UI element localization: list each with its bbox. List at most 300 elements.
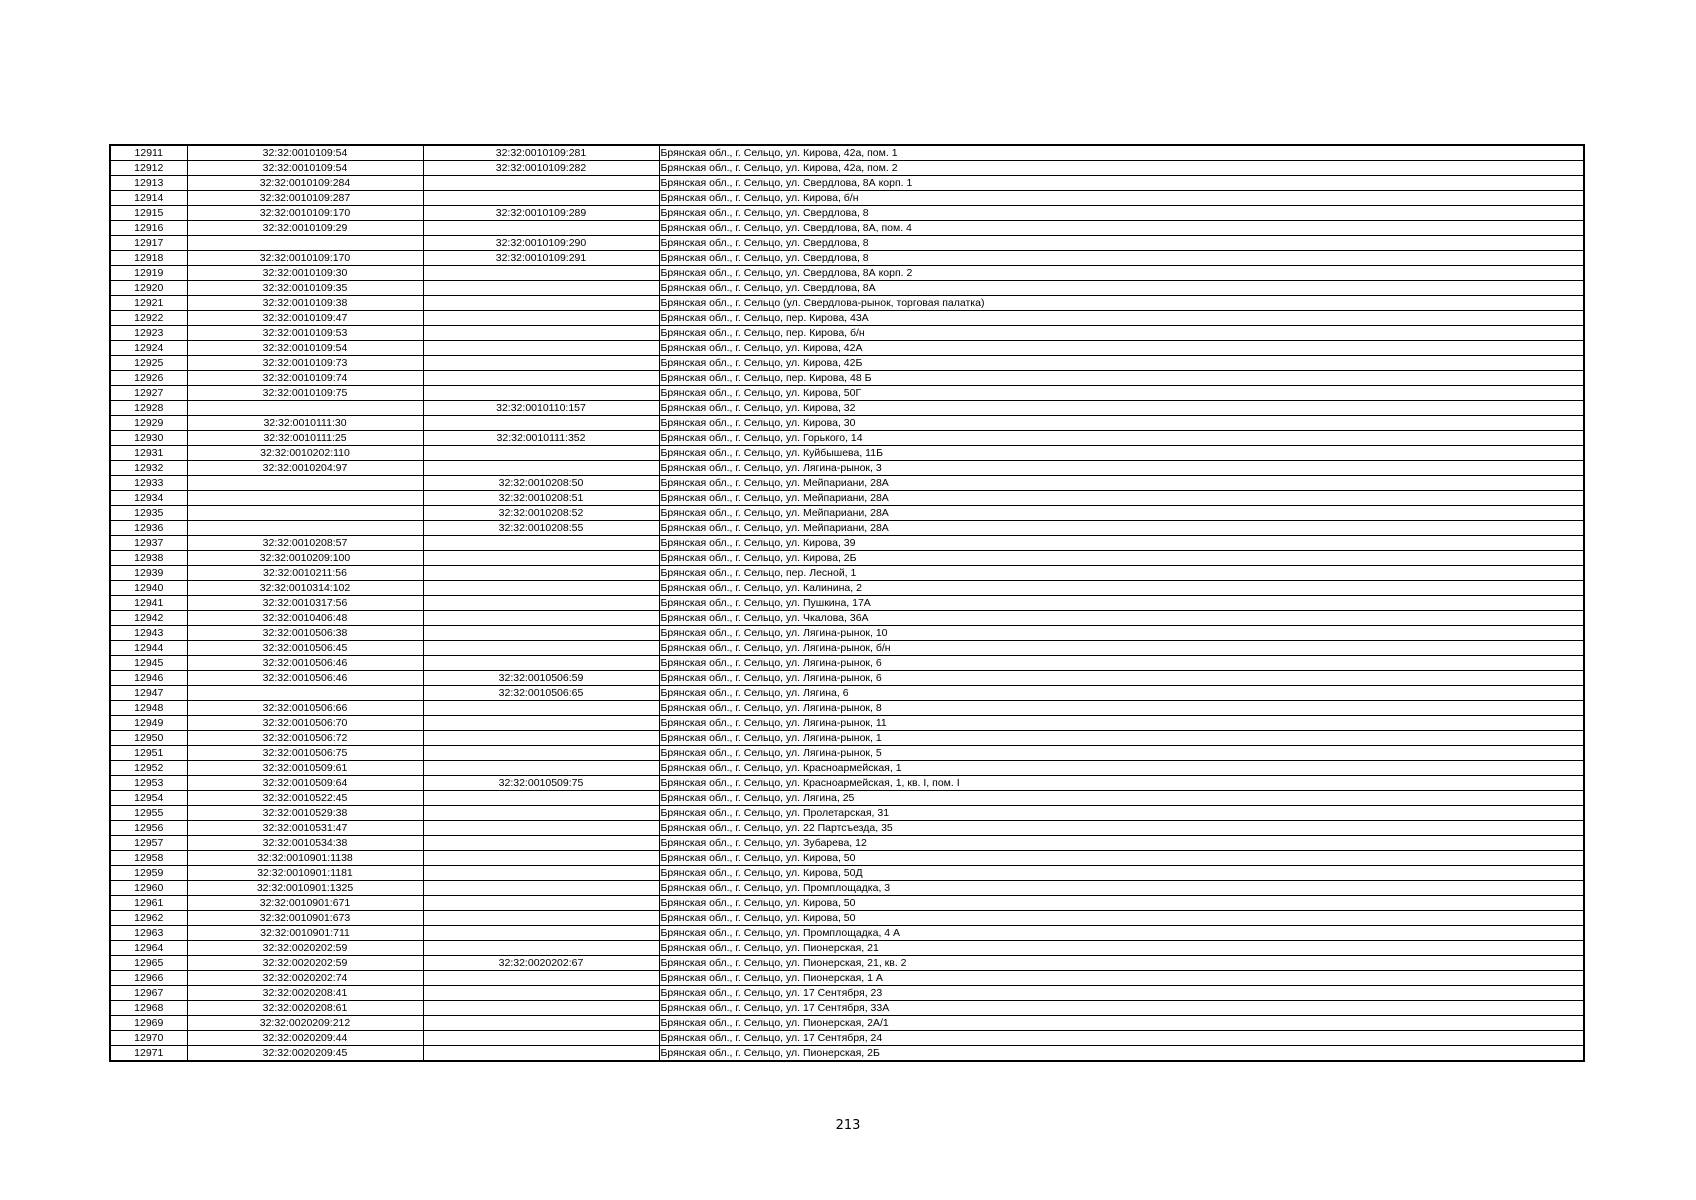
land-cadastral-number-cell: 32:32:0010109:75 [187,386,423,401]
row-number-cell: 12933 [110,476,187,491]
object-cadastral-number-cell [423,296,659,311]
row-number-cell: 12922 [110,311,187,326]
table-row [110,626,1584,641]
land-cadastral-number-cell [187,686,423,701]
land-cadastral-number-cell: 32:32:0010506:46 [187,656,423,671]
land-cadastral-number-cell: 32:32:0020209:212 [187,1016,423,1031]
land-cadastral-number-cell: 32:32:0010109:38 [187,296,423,311]
land-cadastral-number-cell: 32:32:0010506:66 [187,701,423,716]
address-cell: Брянская обл., г. Сельцо, ул. Лягина-рынок, 8 [659,701,1584,716]
row-number-cell: 12956 [110,821,187,836]
row-number-cell: 12917 [110,236,187,251]
table-row [110,866,1584,881]
object-cadastral-number-cell [423,896,659,911]
object-cadastral-number-cell [423,806,659,821]
land-cadastral-number-cell [187,476,423,491]
row-number-cell: 12952 [110,761,187,776]
address-cell: Брянская обл., г. Сельцо, ул. Пионерская, 2Б [659,1046,1584,1062]
row-number-cell: 12942 [110,611,187,626]
address-cell: Брянская обл., г. Сельцо, ул. Зубарева, 12 [659,836,1584,851]
address-cell: Брянская обл., г. Сельцо, ул. Лягина-рынок, 11 [659,716,1584,731]
object-cadastral-number-cell [423,926,659,941]
object-cadastral-number-cell [423,596,659,611]
row-number-cell: 12934 [110,491,187,506]
row-number-cell: 12913 [110,176,187,191]
object-cadastral-number-cell [423,911,659,926]
table-row [110,266,1584,281]
row-number-cell: 12968 [110,1001,187,1016]
land-cadastral-number-cell: 32:32:0010211:56 [187,566,423,581]
row-number-cell: 12930 [110,431,187,446]
address-cell: Брянская обл., г. Сельцо, ул. Пионерская, 2А/1 [659,1016,1584,1031]
object-cadastral-number-cell [423,1001,659,1016]
land-cadastral-number-cell: 32:32:0010901:1181 [187,866,423,881]
land-cadastral-number-cell: 32:32:0010209:100 [187,551,423,566]
row-number-cell: 12932 [110,461,187,476]
object-cadastral-number-cell [423,371,659,386]
land-cadastral-number-cell: 32:32:0010314:102 [187,581,423,596]
registry-table [109,144,1585,1062]
row-number-cell: 12957 [110,836,187,851]
address-cell: Брянская обл., г. Сельцо, ул. Кирова, 2Б [659,551,1584,566]
table-row [110,656,1584,671]
address-cell: Брянская обл., г. Сельцо, ул. Свердлова, 8 [659,206,1584,221]
row-number-cell: 12921 [110,296,187,311]
table-row [110,791,1584,806]
object-cadastral-number-cell [423,866,659,881]
land-cadastral-number-cell: 32:32:0010506:72 [187,731,423,746]
object-cadastral-number-cell: 32:32:0010109:281 [423,145,659,161]
table-row [110,251,1584,266]
address-cell: Брянская обл., г. Сельцо, ул. Мейпариани, 28А [659,521,1584,536]
object-cadastral-number-cell [423,716,659,731]
row-number-cell: 12955 [110,806,187,821]
table-row [110,1031,1584,1046]
row-number-cell: 12938 [110,551,187,566]
object-cadastral-number-cell: 32:32:0010208:55 [423,521,659,536]
row-number-cell: 12966 [110,971,187,986]
object-cadastral-number-cell [423,311,659,326]
address-cell: Брянская обл., г. Сельцо, ул. Мейпариани, 28А [659,506,1584,521]
object-cadastral-number-cell [423,701,659,716]
address-cell: Брянская обл., г. Сельцо, ул. Пионерская, 21, кв. 2 [659,956,1584,971]
table-row [110,641,1584,656]
address-cell: Брянская обл., г. Сельцо, ул. Кирова, 32 [659,401,1584,416]
table-row [110,941,1584,956]
address-cell: Брянская обл., г. Сельцо, ул. Лягина-рынок, 3 [659,461,1584,476]
object-cadastral-number-cell: 32:32:0010506:59 [423,671,659,686]
object-cadastral-number-cell [423,416,659,431]
land-cadastral-number-cell [187,236,423,251]
land-cadastral-number-cell: 32:32:0010109:54 [187,161,423,176]
row-number-cell: 12927 [110,386,187,401]
land-cadastral-number-cell: 32:32:0010109:73 [187,356,423,371]
table-row [110,491,1584,506]
row-number-cell: 12967 [110,986,187,1001]
land-cadastral-number-cell: 32:32:0010534:38 [187,836,423,851]
land-cadastral-number-cell [187,401,423,416]
table-row [110,416,1584,431]
row-number-cell: 12924 [110,341,187,356]
land-cadastral-number-cell: 32:32:0010506:75 [187,746,423,761]
table-row [110,145,1584,161]
object-cadastral-number-cell [423,356,659,371]
table-row [110,341,1584,356]
object-cadastral-number-cell [423,941,659,956]
registry-table-body [110,145,1584,1061]
land-cadastral-number-cell: 32:32:0010406:48 [187,611,423,626]
object-cadastral-number-cell: 32:32:0010109:289 [423,206,659,221]
object-cadastral-number-cell [423,1046,659,1062]
table-row [110,476,1584,491]
row-number-cell: 12919 [110,266,187,281]
row-number-cell: 12936 [110,521,187,536]
row-number-cell: 12946 [110,671,187,686]
object-cadastral-number-cell [423,626,659,641]
object-cadastral-number-cell: 32:32:0020202:67 [423,956,659,971]
address-cell: Брянская обл., г. Сельцо, ул. Лягина-рынок, 1 [659,731,1584,746]
table-row [110,596,1584,611]
row-number-cell: 12928 [110,401,187,416]
row-number-cell: 12958 [110,851,187,866]
row-number-cell: 12912 [110,161,187,176]
address-cell: Брянская обл., г. Сельцо, ул. Промплощадка, 4 А [659,926,1584,941]
row-number-cell: 12945 [110,656,187,671]
row-number-cell: 12939 [110,566,187,581]
row-number-cell: 12911 [110,145,187,161]
address-cell: Брянская обл., г. Сельцо, ул. Пионерская, 21 [659,941,1584,956]
table-row [110,461,1584,476]
table-row [110,431,1584,446]
address-cell: Брянская обл., г. Сельцо, ул. Лягина, 25 [659,791,1584,806]
object-cadastral-number-cell: 32:32:0010208:52 [423,506,659,521]
row-number-cell: 12954 [110,791,187,806]
object-cadastral-number-cell [423,566,659,581]
table-row [110,326,1584,341]
object-cadastral-number-cell [423,611,659,626]
address-cell: Брянская обл., г. Сельцо, ул. Лягина-рынок, 5 [659,746,1584,761]
land-cadastral-number-cell: 32:32:0010506:38 [187,626,423,641]
land-cadastral-number-cell: 32:32:0010109:284 [187,176,423,191]
address-cell: Брянская обл., г. Сельцо, ул. 17 Сентября, 33А [659,1001,1584,1016]
land-cadastral-number-cell: 32:32:0020208:61 [187,1001,423,1016]
row-number-cell: 12961 [110,896,187,911]
land-cadastral-number-cell: 32:32:0010109:54 [187,145,423,161]
address-cell: Брянская обл., г. Сельцо, ул. Лягина-рынок, 6 [659,671,1584,686]
address-cell: Брянская обл., г. Сельцо, ул. Кирова, 50Д [659,866,1584,881]
object-cadastral-number-cell: 32:32:0010208:51 [423,491,659,506]
table-row [110,221,1584,236]
row-number-cell: 12969 [110,1016,187,1031]
land-cadastral-number-cell: 32:32:0010109:170 [187,206,423,221]
row-number-cell: 12941 [110,596,187,611]
address-cell: Брянская обл., г. Сельцо, ул. Кирова, 42а, пом. 2 [659,161,1584,176]
table-row [110,581,1584,596]
table-row [110,551,1584,566]
address-cell: Брянская обл., г. Сельцо, ул. 22 Партсъезда, 35 [659,821,1584,836]
table-row [110,281,1584,296]
address-cell: Брянская обл., г. Сельцо, ул. Кирова, 50 [659,896,1584,911]
land-cadastral-number-cell: 32:32:0010109:47 [187,311,423,326]
land-cadastral-number-cell: 32:32:0020208:41 [187,986,423,1001]
table-row [110,896,1584,911]
land-cadastral-number-cell: 32:32:0020209:45 [187,1046,423,1062]
land-cadastral-number-cell: 32:32:0010204:97 [187,461,423,476]
address-cell: Брянская обл., г. Сельцо, ул. Мейпариани, 28А [659,476,1584,491]
object-cadastral-number-cell [423,1016,659,1031]
object-cadastral-number-cell [423,746,659,761]
table-row [110,851,1584,866]
table-row [110,716,1584,731]
row-number-cell: 12914 [110,191,187,206]
table-row [110,671,1584,686]
object-cadastral-number-cell [423,176,659,191]
table-row [110,401,1584,416]
row-number-cell: 12937 [110,536,187,551]
table-row [110,566,1584,581]
land-cadastral-number-cell: 32:32:0010109:35 [187,281,423,296]
row-number-cell: 12918 [110,251,187,266]
address-cell: Брянская обл., г. Сельцо, ул. Пролетарская, 31 [659,806,1584,821]
object-cadastral-number-cell [423,791,659,806]
table-row [110,686,1584,701]
land-cadastral-number-cell: 32:32:0010522:45 [187,791,423,806]
row-number-cell: 12929 [110,416,187,431]
address-cell: Брянская обл., г. Сельцо, ул. Пионерская, 1 А [659,971,1584,986]
land-cadastral-number-cell [187,506,423,521]
address-cell: Брянская обл., г. Сельцо, ул. Калинина, 2 [659,581,1584,596]
object-cadastral-number-cell [423,971,659,986]
land-cadastral-number-cell: 32:32:0010109:30 [187,266,423,281]
object-cadastral-number-cell [423,446,659,461]
table-row [110,446,1584,461]
address-cell: Брянская обл., г. Сельцо, ул. Кирова, 42А [659,341,1584,356]
table-row [110,821,1584,836]
land-cadastral-number-cell: 32:32:0010111:25 [187,431,423,446]
object-cadastral-number-cell: 32:32:0010509:75 [423,776,659,791]
row-number-cell: 12920 [110,281,187,296]
row-number-cell: 12951 [110,746,187,761]
object-cadastral-number-cell [423,731,659,746]
table-row [110,986,1584,1001]
address-cell: Брянская обл., г. Сельцо, ул. Куйбышева, 11Б [659,446,1584,461]
page-number: 213 [835,1118,861,1133]
address-cell: Брянская обл., г. Сельцо, пер. Кирова, б/н [659,326,1584,341]
object-cadastral-number-cell [423,221,659,236]
row-number-cell: 12944 [110,641,187,656]
table-row [110,971,1584,986]
address-cell: Брянская обл., г. Сельцо, ул. Кирова, 39 [659,536,1584,551]
table-row [110,836,1584,851]
land-cadastral-number-cell: 32:32:0010208:57 [187,536,423,551]
land-cadastral-number-cell: 32:32:0010901:673 [187,911,423,926]
address-cell: Брянская обл., г. Сельцо, ул. Красноармейская, 1, кв. I, пом. I [659,776,1584,791]
table-row [110,761,1584,776]
table-row [110,911,1584,926]
row-number-cell: 12959 [110,866,187,881]
table-row [110,206,1584,221]
object-cadastral-number-cell: 32:32:0010109:291 [423,251,659,266]
object-cadastral-number-cell [423,281,659,296]
land-cadastral-number-cell: 32:32:0010317:56 [187,596,423,611]
address-cell: Брянская обл., г. Сельцо, ул. 17 Сентября, 24 [659,1031,1584,1046]
object-cadastral-number-cell [423,266,659,281]
row-number-cell: 12953 [110,776,187,791]
table-row [110,1046,1584,1062]
address-cell: Брянская обл., г. Сельцо, ул. Пушкина, 17А [659,596,1584,611]
land-cadastral-number-cell [187,491,423,506]
land-cadastral-number-cell: 32:32:0010509:64 [187,776,423,791]
row-number-cell: 12923 [110,326,187,341]
table-row [110,176,1584,191]
row-number-cell: 12948 [110,701,187,716]
address-cell: Брянская обл., г. Сельцо, ул. Лягина, 6 [659,686,1584,701]
object-cadastral-number-cell: 32:32:0010109:290 [423,236,659,251]
address-cell: Брянская обл., г. Сельцо, пер. Лесной, 1 [659,566,1584,581]
address-cell: Брянская обл., г. Сельцо, ул. Кирова, 42а, пом. 1 [659,145,1584,161]
table-row [110,1001,1584,1016]
address-cell: Брянская обл., г. Сельцо, ул. Свердлова, 8А, пом. 4 [659,221,1584,236]
object-cadastral-number-cell [423,761,659,776]
land-cadastral-number-cell: 32:32:0010109:53 [187,326,423,341]
address-cell: Брянская обл., г. Сельцо, ул. Свердлова, 8А корп. 2 [659,266,1584,281]
object-cadastral-number-cell: 32:32:0010506:65 [423,686,659,701]
row-number-cell: 12940 [110,581,187,596]
table-row [110,611,1584,626]
land-cadastral-number-cell: 32:32:0010901:1325 [187,881,423,896]
object-cadastral-number-cell [423,836,659,851]
table-row [110,701,1584,716]
table-row [110,926,1584,941]
land-cadastral-number-cell: 32:32:0020209:44 [187,1031,423,1046]
address-cell: Брянская обл., г. Сельцо, ул. Горького, 14 [659,431,1584,446]
object-cadastral-number-cell [423,536,659,551]
land-cadastral-number-cell: 32:32:0020202:59 [187,956,423,971]
row-number-cell: 12947 [110,686,187,701]
address-cell: Брянская обл., г. Сельцо, ул. Кирова, б/н [659,191,1584,206]
table-row [110,536,1584,551]
table-row [110,806,1584,821]
row-number-cell: 12916 [110,221,187,236]
table-row [110,1016,1584,1031]
land-cadastral-number-cell: 32:32:0010531:47 [187,821,423,836]
table-row [110,521,1584,536]
land-cadastral-number-cell: 32:32:0010901:1138 [187,851,423,866]
row-number-cell: 12931 [110,446,187,461]
table-row [110,311,1584,326]
land-cadastral-number-cell: 32:32:0010901:711 [187,926,423,941]
land-cadastral-number-cell: 32:32:0020202:74 [187,971,423,986]
land-cadastral-number-cell: 32:32:0010111:30 [187,416,423,431]
object-cadastral-number-cell [423,386,659,401]
row-number-cell: 12943 [110,626,187,641]
row-number-cell: 12965 [110,956,187,971]
table-row [110,191,1584,206]
object-cadastral-number-cell: 32:32:0010109:282 [423,161,659,176]
address-cell: Брянская обл., г. Сельцо, ул. Красноармейская, 1 [659,761,1584,776]
land-cadastral-number-cell: 32:32:0010506:45 [187,641,423,656]
address-cell: Брянская обл., г. Сельцо, ул. Кирова, 50 [659,911,1584,926]
address-cell: Брянская обл., г. Сельцо, пер. Кирова, 43А [659,311,1584,326]
land-cadastral-number-cell: 32:32:0010109:29 [187,221,423,236]
address-cell: Брянская обл., г. Сельцо, ул. Кирова, 50Г [659,386,1584,401]
object-cadastral-number-cell [423,461,659,476]
address-cell: Брянская обл., г. Сельцо, ул. Свердлова, 8А корп. 1 [659,176,1584,191]
land-cadastral-number-cell: 32:32:0010109:54 [187,341,423,356]
address-cell: Брянская обл., г. Сельцо, ул. Свердлова, 8 [659,251,1584,266]
address-cell: Брянская обл., г. Сельцо, ул. Свердлова, 8 [659,236,1584,251]
land-cadastral-number-cell: 32:32:0010109:287 [187,191,423,206]
address-cell: Брянская обл., г. Сельцо, ул. Лягина-рынок, 10 [659,626,1584,641]
address-cell: Брянская обл., г. Сельцо, ул. Кирова, 50 [659,851,1584,866]
row-number-cell: 12963 [110,926,187,941]
row-number-cell: 12964 [110,941,187,956]
address-cell: Брянская обл., г. Сельцо, ул. Мейпариани, 28А [659,491,1584,506]
land-cadastral-number-cell: 32:32:0010202:110 [187,446,423,461]
address-cell: Брянская обл., г. Сельцо, ул. Лягина-рынок, б/н [659,641,1584,656]
address-cell: Брянская обл., г. Сельцо, ул. Кирова, 42Б [659,356,1584,371]
table-row [110,161,1584,176]
row-number-cell: 12962 [110,911,187,926]
address-cell: Брянская обл., г. Сельцо, ул. Свердлова, 8А [659,281,1584,296]
row-number-cell: 12960 [110,881,187,896]
table-row [110,881,1584,896]
table-row [110,386,1584,401]
table-row [110,776,1584,791]
object-cadastral-number-cell [423,641,659,656]
object-cadastral-number-cell [423,656,659,671]
land-cadastral-number-cell: 32:32:0020202:59 [187,941,423,956]
address-cell: Брянская обл., г. Сельцо, ул. Лягина-рынок, 6 [659,656,1584,671]
row-number-cell: 12925 [110,356,187,371]
table-row [110,506,1584,521]
table-row [110,296,1584,311]
object-cadastral-number-cell [423,581,659,596]
object-cadastral-number-cell [423,326,659,341]
land-cadastral-number-cell: 32:32:0010509:61 [187,761,423,776]
land-cadastral-number-cell: 32:32:0010529:38 [187,806,423,821]
object-cadastral-number-cell [423,881,659,896]
object-cadastral-number-cell [423,551,659,566]
address-cell: Брянская обл., г. Сельцо, пер. Кирова, 48 Б [659,371,1584,386]
object-cadastral-number-cell [423,1031,659,1046]
object-cadastral-number-cell [423,851,659,866]
table-row [110,956,1584,971]
row-number-cell: 12949 [110,716,187,731]
object-cadastral-number-cell [423,341,659,356]
address-cell: Брянская обл., г. Сельцо, ул. 17 Сентября, 23 [659,986,1584,1001]
land-cadastral-number-cell [187,521,423,536]
address-cell: Брянская обл., г. Сельцо, ул. Кирова, 30 [659,416,1584,431]
row-number-cell: 12935 [110,506,187,521]
table-row [110,371,1584,386]
land-cadastral-number-cell: 32:32:0010506:70 [187,716,423,731]
land-cadastral-number-cell: 32:32:0010506:46 [187,671,423,686]
table-row [110,731,1584,746]
object-cadastral-number-cell [423,821,659,836]
object-cadastral-number-cell [423,986,659,1001]
object-cadastral-number-cell: 32:32:0010110:157 [423,401,659,416]
table-row [110,746,1584,761]
row-number-cell: 12970 [110,1031,187,1046]
row-number-cell: 12926 [110,371,187,386]
row-number-cell: 12915 [110,206,187,221]
land-cadastral-number-cell: 32:32:0010901:671 [187,896,423,911]
table-row [110,236,1584,251]
row-number-cell: 12950 [110,731,187,746]
address-cell: Брянская обл., г. Сельцо, ул. Промплощадка, 3 [659,881,1584,896]
land-cadastral-number-cell: 32:32:0010109:170 [187,251,423,266]
